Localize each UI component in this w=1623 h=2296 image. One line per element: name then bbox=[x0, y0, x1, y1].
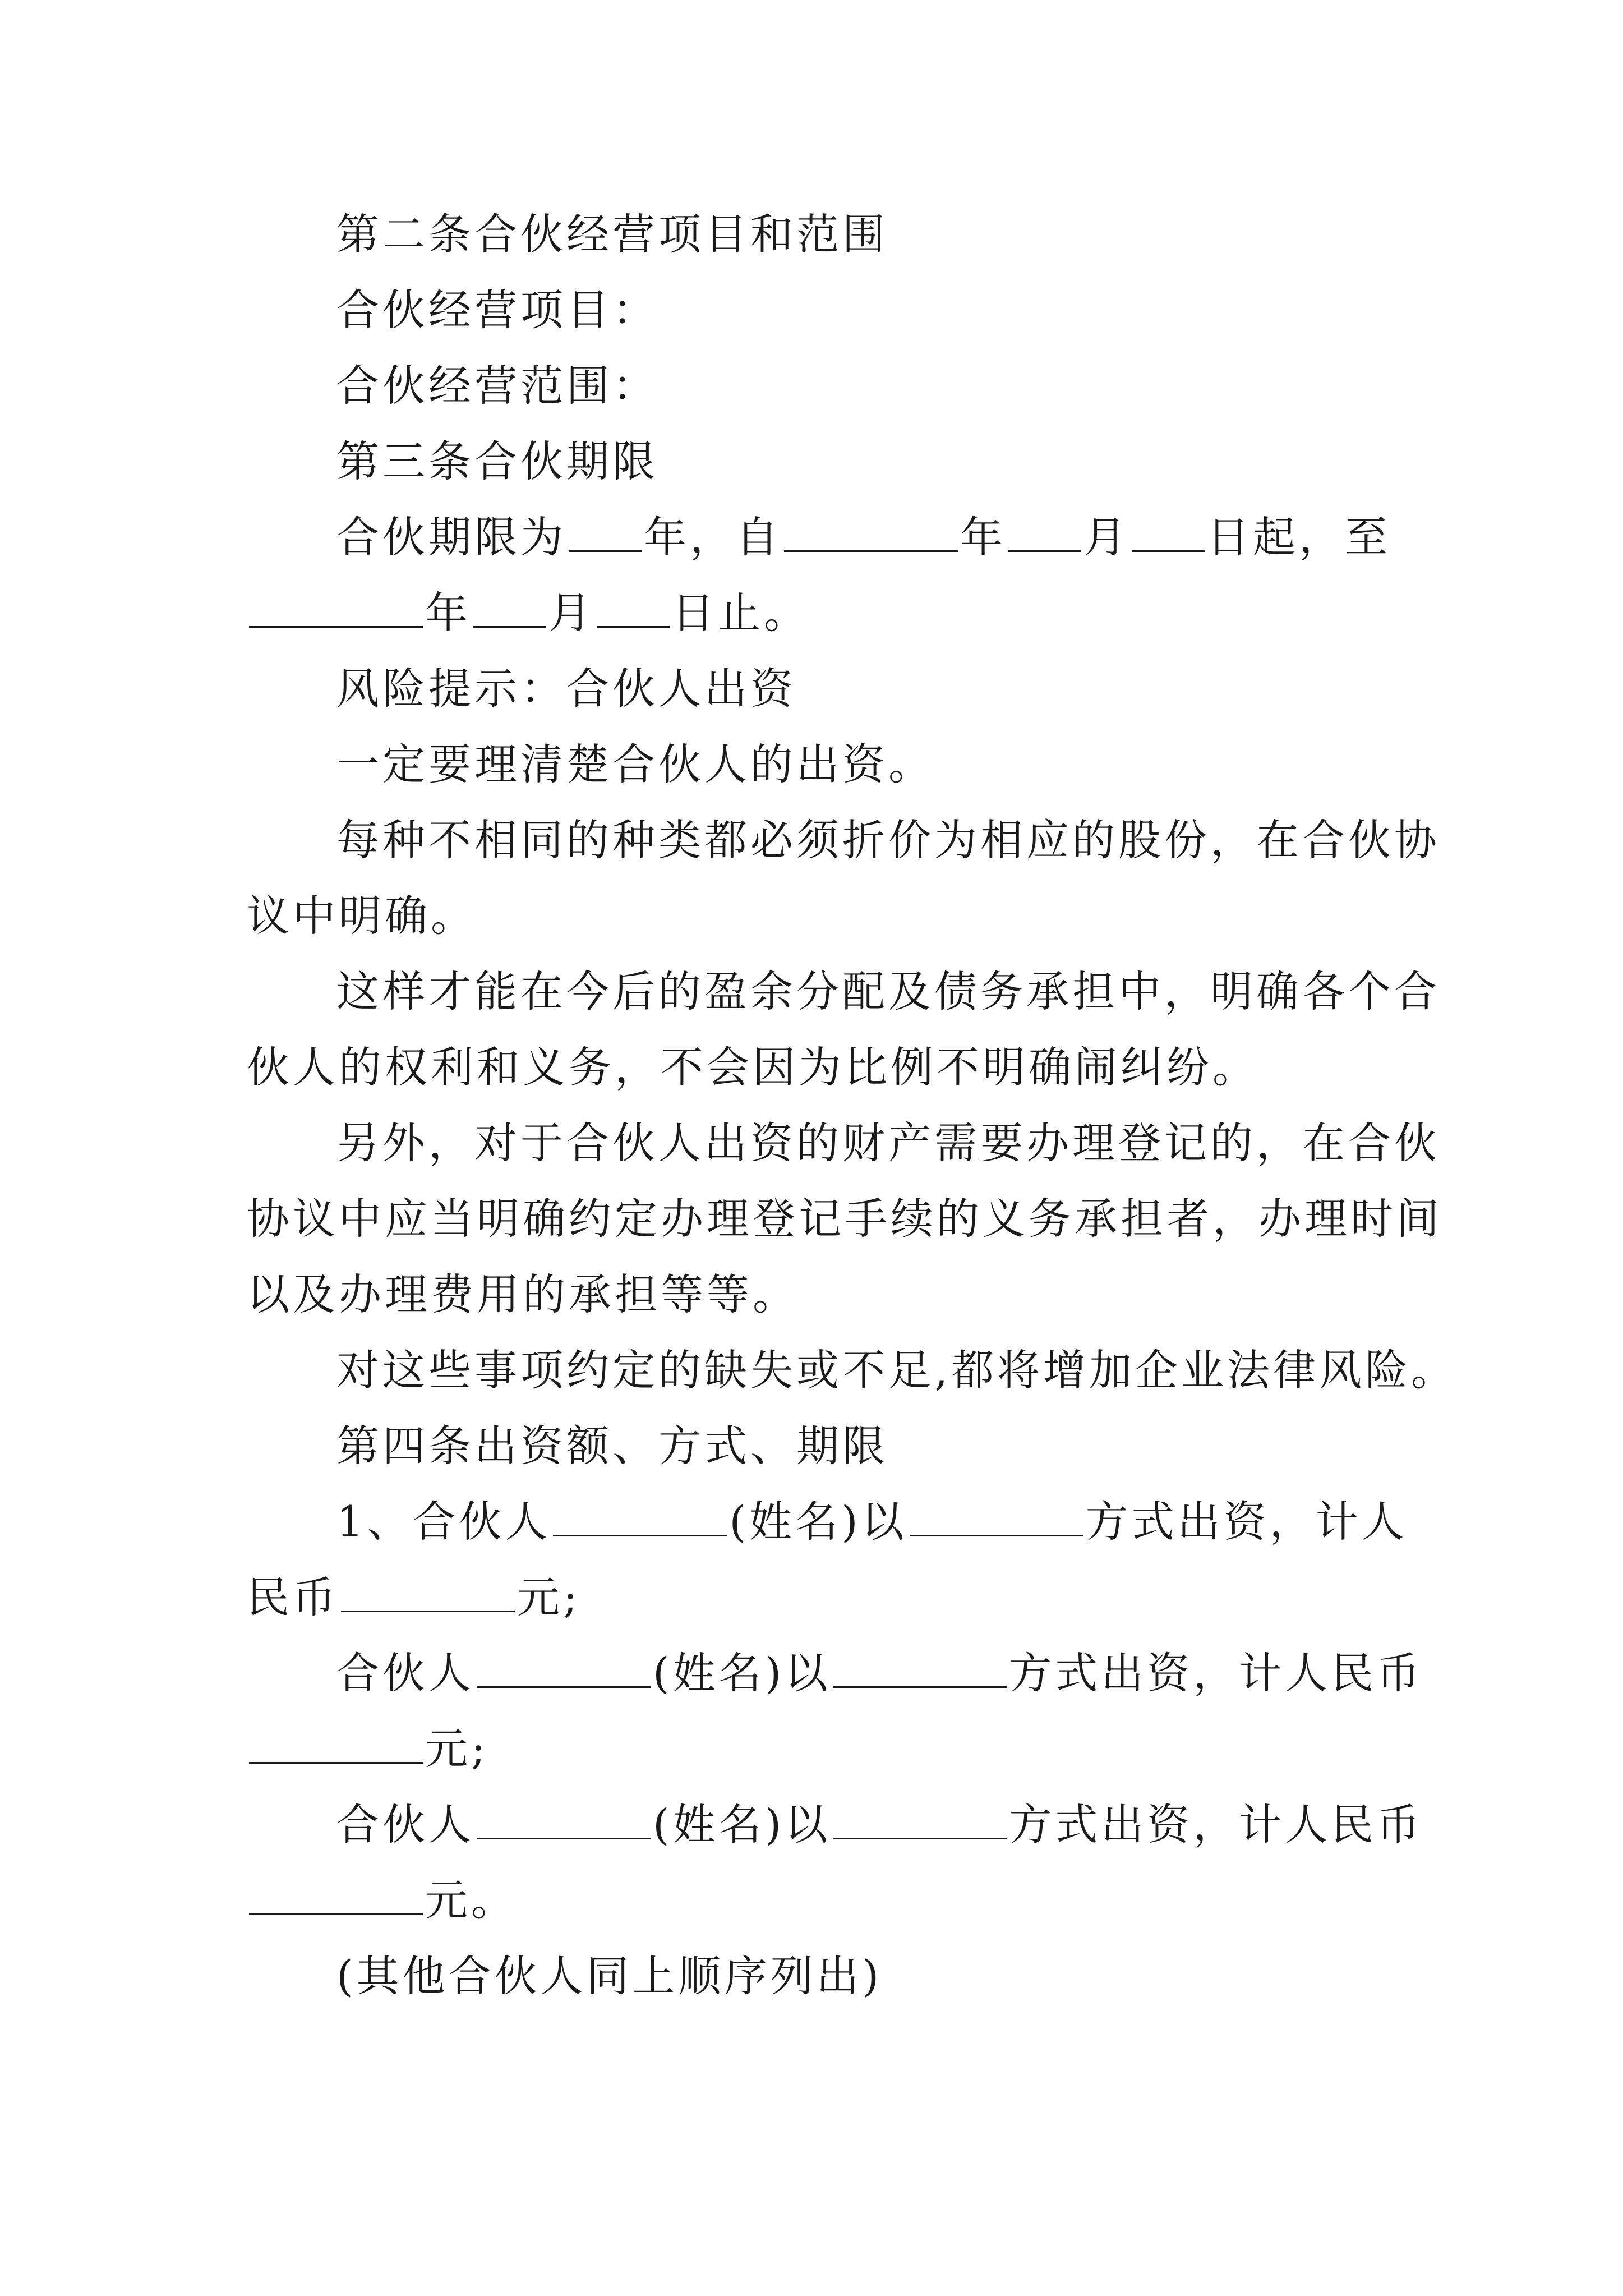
blank-field bbox=[569, 514, 642, 552]
paragraph-line: 另外，对于合伙人出资的财产需要办理登记的，在合伙 bbox=[336, 1118, 1440, 1168]
blank-field bbox=[477, 1802, 651, 1839]
text-fragment: 年 bbox=[425, 588, 471, 638]
contribution-line-1 bbox=[336, 1495, 1408, 1549]
paragraph-line: 议中明确。 bbox=[247, 891, 477, 941]
other-partners-note: (其他合伙人同上顺序列出) bbox=[336, 1951, 883, 2001]
paragraph-line: 对这些事项约定的缺失或不足,都将增加企业法律风险。 bbox=[336, 1345, 1458, 1395]
paragraph-line: 一定要理清楚合伙人的出资。 bbox=[336, 739, 934, 789]
article-4-heading: 第四条出资额、方式、期限 bbox=[336, 1421, 888, 1471]
contribution-line-2-cont bbox=[247, 1722, 489, 1776]
text-fragment: 月 bbox=[548, 588, 594, 638]
text-fragment: 日起，至 bbox=[1207, 512, 1391, 562]
blank-field bbox=[784, 514, 958, 552]
blank-field bbox=[249, 1726, 423, 1764]
text-fragment: (姓名)以 bbox=[653, 1648, 831, 1698]
article-2-heading: 第二条合伙经营项目和范围 bbox=[336, 209, 888, 259]
paragraph-line: 每种不相同的种类都必须折价为相应的股份，在合伙协 bbox=[336, 815, 1440, 865]
text-fragment: 月 bbox=[1083, 512, 1129, 562]
text-fragment: 合伙人 bbox=[336, 1648, 474, 1698]
partnership-term-line bbox=[336, 510, 1391, 564]
text-fragment: 方式出资，计人 bbox=[1085, 1497, 1408, 1547]
contribution-line-3-cont bbox=[247, 1874, 517, 1927]
blank-field bbox=[1008, 514, 1081, 552]
text-fragment: (姓名)以 bbox=[729, 1497, 907, 1547]
business-project-label: 合伙经营项目： bbox=[336, 285, 658, 335]
blank-field bbox=[1132, 514, 1205, 552]
contribution-line-2 bbox=[336, 1646, 1423, 1700]
contribution-line-1-cont bbox=[247, 1571, 581, 1625]
blank-field bbox=[473, 590, 546, 628]
blank-field bbox=[833, 1802, 1007, 1839]
text-fragment: 方式出资，计人民币 bbox=[1009, 1648, 1423, 1698]
text-fragment: 元; bbox=[425, 1724, 489, 1774]
text-fragment: 1、合伙人 bbox=[336, 1497, 551, 1547]
paragraph-line: 协议中应当明确约定办理登记手续的义务承担者，办理时间 bbox=[247, 1194, 1442, 1244]
blank-field bbox=[249, 590, 423, 628]
blank-field bbox=[597, 590, 670, 628]
paragraph-line: 这样才能在今后的盈余分配及债务承担中，明确各个合 bbox=[336, 967, 1440, 1016]
text-fragment: 年 bbox=[960, 512, 1006, 562]
text-fragment: 方式出资，计人民币 bbox=[1009, 1800, 1423, 1849]
paragraph-line: 伙人的权利和义务，不会因为比例不明确闹纠纷。 bbox=[247, 1042, 1258, 1092]
business-scope-label: 合伙经营范围： bbox=[336, 361, 658, 411]
blank-field bbox=[833, 1650, 1007, 1688]
text-fragment: 日止。 bbox=[672, 588, 810, 638]
blank-field bbox=[553, 1499, 727, 1536]
text-fragment: 元。 bbox=[425, 1875, 517, 1925]
blank-field bbox=[249, 1878, 423, 1915]
text-fragment: (姓名)以 bbox=[653, 1800, 831, 1849]
text-fragment: 民币 bbox=[247, 1572, 339, 1622]
text-fragment: 合伙人 bbox=[336, 1800, 474, 1849]
article-3-heading: 第三条合伙期限 bbox=[336, 436, 658, 486]
risk-tip-heading: 风险提示：合伙人出资 bbox=[336, 664, 796, 714]
text-fragment: 元; bbox=[517, 1572, 581, 1622]
blank-field bbox=[477, 1650, 651, 1688]
paragraph-line: 以及办理费用的承担等等。 bbox=[247, 1269, 799, 1319]
blank-field bbox=[341, 1575, 515, 1612]
text-fragment: 年，自 bbox=[644, 512, 782, 562]
text-fragment: 合伙期限为 bbox=[336, 512, 566, 562]
contribution-line-3 bbox=[336, 1798, 1423, 1852]
blank-field bbox=[910, 1499, 1083, 1536]
partnership-term-end-line bbox=[247, 586, 810, 640]
